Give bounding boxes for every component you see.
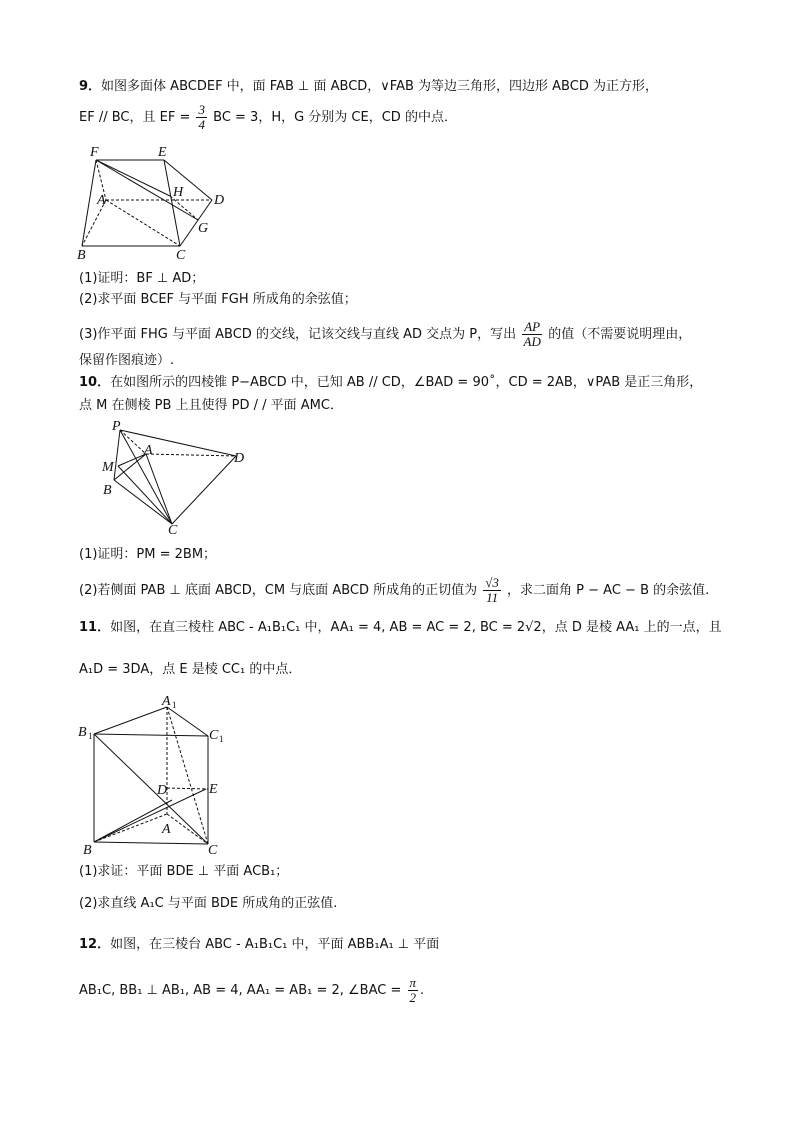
- q11-sub1: (1)求证：平面 BDE ⊥ 平面 ACB₁；: [79, 864, 289, 879]
- q10-sub2: [79, 576, 709, 605]
- q9-line2: [79, 103, 457, 132]
- q12-text-line2a: AB₁C, BB₁ ⊥ AB₁, AB = 4, AA₁ = AB₁ = 2, ∠BAC =: [79, 983, 402, 998]
- q10-label-A: A: [144, 443, 153, 458]
- q11-label-C: C: [208, 843, 218, 858]
- q9-label-B: B: [77, 248, 86, 263]
- q12-number: 12．: [79, 937, 111, 952]
- q9-text-line2b: BC = 3，H，G 分别为 CE，CD 的中点．: [213, 110, 457, 125]
- q10-number: 10．: [79, 375, 111, 390]
- q9-line1: [79, 78, 658, 96]
- q11-label-C1: C: [209, 728, 219, 743]
- q9-label-H: H: [173, 185, 184, 200]
- q9-text-line2a: EF // BC，且 EF =: [79, 110, 191, 125]
- q9-sub3b: 的值（不需要说明理由，: [548, 327, 692, 342]
- q11-label-C1-sub: 1: [219, 734, 224, 744]
- q9-sub1: (1)证明：BF ⊥ AD；: [79, 271, 205, 286]
- q12-text-line2b: .: [420, 983, 425, 998]
- q11-label-B1: B: [78, 725, 87, 740]
- q9-figure: [70, 140, 240, 265]
- q11-label-A1: A: [162, 694, 171, 709]
- q10-sub2a: (2)若侧面 PAB ⊥ 底面 ABCD，CM 与底面 ABCD 所成角的正切值为: [79, 583, 478, 598]
- q10-label-P: P: [112, 419, 121, 434]
- q11-label-A1-sub: 1: [172, 700, 177, 710]
- q11-label-B1-sub: 1: [88, 731, 93, 741]
- q11-label-D: D: [157, 783, 168, 798]
- q11-label-B: B: [83, 843, 92, 858]
- q11-text-line2: A₁D = 3DA，点 E 是棱 CC₁ 的中点．: [79, 662, 302, 677]
- q11-text-line1: 如图，在直三棱柱 ABC - A₁B₁C₁ 中，AA₁ = 4, AB = AC = 2, BC = 2√2，点 D 是棱 AA₁ 上的一点，且: [110, 620, 722, 635]
- q9-number: 9．: [79, 79, 102, 94]
- q9-label-D: D: [214, 193, 225, 208]
- q12-text-line1: 如图，在三棱台 ABC - A₁B₁C₁ 中，平面 ABB₁A₁ ⊥ 平面: [110, 937, 440, 952]
- q9-sub2: (2)求平面 BCEF 与平面 FGH 所成角的余弦值；: [79, 292, 357, 307]
- q12-frac-num: π: [409, 975, 417, 990]
- q9-label-E: E: [158, 145, 167, 160]
- q12-line2: [79, 976, 424, 1005]
- q9-sub3-fraction: [522, 320, 542, 349]
- q10-label-D: D: [234, 451, 245, 466]
- q10-figure: [96, 418, 256, 538]
- q10-sub2-fraction: [483, 576, 501, 605]
- q9-label-A: A: [97, 193, 106, 208]
- q9-sub3: [79, 320, 691, 349]
- q11-label-E: E: [209, 782, 218, 797]
- q9-text-line1: 如图多面体 ABCDEF 中，面 FAB ⊥ 面 ABCD，∨FAB 为等边三角形，四边形 ABCD 为正方形，: [101, 79, 658, 94]
- q9-sub3a: (3)作平面 FHG 与平面 ABCD 的交线，记该交线与直线 AD 交点为 P，写出: [79, 327, 517, 342]
- q10-label-B: B: [103, 483, 112, 498]
- q9-label-G: G: [198, 221, 209, 236]
- q12-line1: [79, 936, 439, 954]
- q10-sub2-frac-num: √3: [485, 575, 499, 590]
- q12-frac-den: 2: [409, 990, 417, 1005]
- q9-frac-den: 4: [198, 117, 205, 132]
- q10-label-C: C: [168, 523, 178, 538]
- q11-line1: [79, 619, 722, 637]
- q10-line1: [79, 374, 702, 392]
- q10-text-line2: 点 M 在侧棱 PB 上且使得 PD / / 平面 AMC．: [79, 398, 343, 413]
- q10-sub2-frac-den: 11: [486, 590, 499, 605]
- q9-label-C: C: [176, 248, 186, 263]
- q11-number: 11．: [79, 620, 111, 635]
- q9-sub3-frac-den: AD: [523, 334, 541, 349]
- q11-figure: [72, 690, 232, 860]
- q9-sub3-frac-num: AP: [524, 319, 541, 334]
- q9-fraction: [196, 103, 207, 132]
- q9-frac-num: 3: [198, 102, 205, 117]
- q10-sub2b: ，求二面角 P − AC − B 的余弦值.: [507, 583, 710, 598]
- q9-sub3c: 保留作图痕迹）.: [79, 353, 175, 368]
- q11-sub2: (2)求直线 A₁C 与平面 BDE 所成角的正弦值.: [79, 896, 338, 911]
- q10-label-M: M: [102, 460, 114, 475]
- q11-label-A: A: [162, 822, 171, 837]
- q10-sub1: (1)证明：PM = 2BM；: [79, 547, 217, 562]
- q10-text-line1: 在如图所示的四棱锥 P−ABCD 中，已知 AB // CD，∠BAD = 90˚，CD = 2AB，∨PAB 是正三角形，: [110, 375, 703, 390]
- q9-label-F: F: [90, 145, 99, 160]
- q12-fraction: [408, 976, 419, 1005]
